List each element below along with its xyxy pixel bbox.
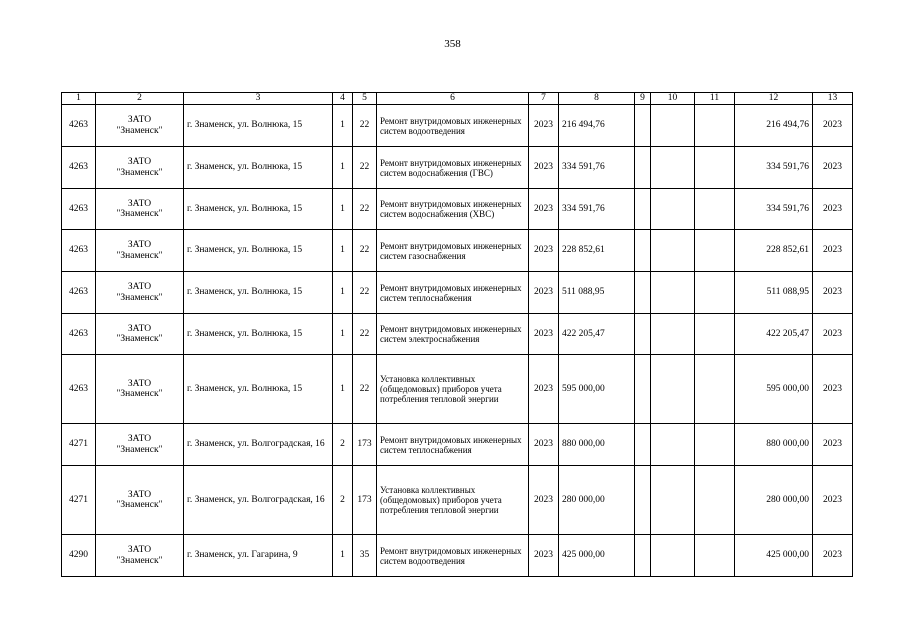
cost-cell: 280 000,00 [559,466,635,535]
table-row [62,189,853,230]
work-type-cell: Ремонт внутридомовых инженерных систем электроснабжения [377,314,529,355]
record-id-cell: 4263 [62,147,96,189]
col5-cell: 22 [353,105,377,147]
municipality-cell [96,272,184,314]
total-cell: 511 088,95 [735,272,813,314]
completion-year-cell: 2023 [813,105,853,147]
page-number: 358 [444,38,461,50]
total-cell: 334 591,76 [735,147,813,189]
table-row [62,272,853,314]
col10-cell [651,314,695,355]
municipality-line-2: "Знаменск" [116,250,163,261]
col9-cell [635,272,651,314]
address-cell: г. Знаменск, ул. Волнюка, 15 [184,272,333,314]
cost-cell: 880 000,00 [559,424,635,466]
col10-cell [651,355,695,424]
col4-cell: 1 [333,189,353,230]
municipality-line-1: ЗАТО [127,545,152,555]
col4-cell: 1 [333,230,353,272]
column-header: 10 [651,93,695,105]
municipality-line-2: "Знаменск" [116,209,163,219]
municipality-cell [96,230,184,272]
cost-cell: 334 591,76 [559,189,635,230]
completion-year-cell: 2023 [813,147,853,189]
col5-cell: 173 [353,424,377,466]
municipality-cell [96,105,184,147]
municipality-line-2: "Знаменск" [116,167,163,178]
col10-cell [651,466,695,535]
address-cell: г. Знаменск, ул. Волгоградская, 16 [184,466,333,535]
address-cell: г. Знаменск, ул. Волнюка, 15 [184,189,333,230]
col5-cell: 22 [353,314,377,355]
municipality-line-1: ЗАТО [127,489,152,500]
col5-cell: 22 [353,189,377,230]
year-cell: 2023 [529,314,559,355]
municipality-cell [96,189,184,230]
record-id-cell: 4263 [62,105,96,147]
table-row [62,147,853,189]
column-header: 6 [377,93,529,105]
work-type-cell: Ремонт внутридомовых инженерных систем водоотведения [377,535,529,577]
column-header: 5 [353,93,377,105]
col9-cell [635,314,651,355]
col5-cell: 22 [353,230,377,272]
completion-year-cell: 2023 [813,535,853,577]
col10-cell [651,147,695,189]
column-header: 11 [695,93,735,105]
completion-year-cell: 2023 [813,355,853,424]
municipality-line-1: ЗАТО [127,378,152,389]
address-cell: г. Знаменск, ул. Волнюка, 15 [184,147,333,189]
address-cell: г. Знаменск, ул. Гагарина, 9 [184,535,333,577]
col4-cell: 1 [333,314,353,355]
address-cell: г. Знаменск, ул. Волнюка, 15 [184,230,333,272]
col11-cell [695,147,735,189]
col9-cell [635,355,651,424]
municipality-line-1: ЗАТО [127,198,152,209]
col11-cell [695,105,735,147]
total-cell: 334 591,76 [735,189,813,230]
col10-cell [651,230,695,272]
record-id-cell: 4263 [62,355,96,424]
total-cell: 595 000,00 [735,355,813,424]
municipality-cell [96,466,184,535]
col10-cell [651,272,695,314]
work-type-cell: Ремонт внутридомовых инженерных систем газоснабжения [377,230,529,272]
column-header: 7 [529,93,559,105]
completion-year-cell: 2023 [813,230,853,272]
work-type-cell: Ремонт внутридомовых инженерных систем теплоснабжения [377,424,529,466]
year-cell: 2023 [529,147,559,189]
col5-cell: 22 [353,147,377,189]
year-cell: 2023 [529,424,559,466]
address-cell: г. Знаменск, ул. Волнюка, 15 [184,105,333,147]
municipality-cell [96,535,184,577]
cost-cell: 511 088,95 [559,272,635,314]
col10-cell [651,189,695,230]
table-row [62,535,853,577]
col11-cell [695,466,735,535]
total-cell: 425 000,00 [735,535,813,577]
col5-cell: 22 [353,355,377,424]
table-row [62,466,853,535]
column-header: 9 [635,93,651,105]
col10-cell [651,535,695,577]
column-header: 1 [62,93,96,105]
col11-cell [695,272,735,314]
cost-cell: 595 000,00 [559,355,635,424]
table-row [62,424,853,466]
completion-year-cell: 2023 [813,272,853,314]
table-row [62,105,853,147]
record-id-cell: 4263 [62,314,96,355]
total-cell: 228 852,61 [735,230,813,272]
col9-cell [635,535,651,577]
completion-year-cell: 2023 [813,189,853,230]
work-type-cell: Ремонт внутридомовых инженерных систем водоотведения [377,105,529,147]
col10-cell [651,105,695,147]
record-id-cell: 4263 [62,230,96,272]
municipality-line-1: ЗАТО [127,323,152,334]
work-type-cell: Установка коллективных (общедомовых) приборов учета потребления тепловой энергии [377,466,529,535]
municipality-line-2: "Знаменск" [116,292,163,303]
work-type-cell: Установка коллективных (общедомовых) приборов учета потребления тепловой энергии [377,355,529,424]
address-cell: г. Знаменск, ул. Волнюка, 15 [184,314,333,355]
total-cell: 880 000,00 [735,424,813,466]
total-cell: 216 494,76 [735,105,813,147]
cost-cell: 425 000,00 [559,535,635,577]
municipality-cell [96,355,184,424]
completion-year-cell: 2023 [813,314,853,355]
table-row [62,230,853,272]
column-header: 4 [333,93,353,105]
year-cell: 2023 [529,466,559,535]
municipality-line-2: "Знаменск" [116,125,163,136]
work-type-cell: Ремонт внутридомовых инженерных систем теплоснабжения [377,272,529,314]
cost-cell: 334 591,76 [559,147,635,189]
column-header: 12 [735,93,813,105]
col9-cell [635,105,651,147]
col11-cell [695,189,735,230]
column-header: 8 [559,93,635,105]
municipality-line-2: "Знаменск" [116,444,163,455]
col5-cell: 35 [353,535,377,577]
col11-cell [695,535,735,577]
municipality-line-2: "Знаменск" [116,555,163,566]
col11-cell [695,230,735,272]
col4-cell: 1 [333,272,353,314]
completion-year-cell: 2023 [813,424,853,466]
year-cell: 2023 [529,272,559,314]
record-id-cell: 4271 [62,466,96,535]
cost-cell: 422 205,47 [559,314,635,355]
municipality-cell [96,424,184,466]
address-cell: г. Знаменск, ул. Волгоградская, 16 [184,424,333,466]
col9-cell [635,424,651,466]
col11-cell [695,355,735,424]
col4-cell: 2 [333,424,353,466]
municipality-line-2: "Знаменск" [116,389,163,399]
col4-cell: 1 [333,147,353,189]
work-type-cell: Ремонт внутридомовых инженерных систем водоснабжения (ГВС) [377,147,529,189]
completion-year-cell: 2023 [813,466,853,535]
col5-cell: 22 [353,272,377,314]
col4-cell: 2 [333,466,353,535]
record-id-cell: 4263 [62,272,96,314]
col4-cell: 1 [333,355,353,424]
column-number-row [62,93,853,105]
col9-cell [635,189,651,230]
municipality-cell [96,147,184,189]
col10-cell [651,424,695,466]
municipality-line-1: ЗАТО [127,434,152,444]
col11-cell [695,314,735,355]
year-cell: 2023 [529,230,559,272]
col9-cell [635,466,651,535]
year-cell: 2023 [529,535,559,577]
column-header: 2 [96,93,184,105]
col4-cell: 1 [333,105,353,147]
work-type-cell: Ремонт внутридомовых инженерных систем водоснабжения (ХВС) [377,189,529,230]
table-row [62,314,853,355]
municipality-line-2: "Знаменск" [116,500,163,510]
table-body [62,105,853,577]
col9-cell [635,147,651,189]
municipality-line-2: "Знаменск" [116,334,163,344]
municipality-cell [96,314,184,355]
year-cell: 2023 [529,189,559,230]
total-cell: 422 205,47 [735,314,813,355]
col11-cell [695,424,735,466]
record-id-cell: 4290 [62,535,96,577]
col4-cell: 1 [333,535,353,577]
col5-cell: 173 [353,466,377,535]
col9-cell [635,230,651,272]
address-cell: г. Знаменск, ул. Волнюка, 15 [184,355,333,424]
municipality-line-1: ЗАТО [127,240,152,250]
record-id-cell: 4271 [62,424,96,466]
column-header: 13 [813,93,853,105]
year-cell: 2023 [529,105,559,147]
total-cell: 280 000,00 [735,466,813,535]
table-row [62,355,853,424]
capital-repair-table [61,92,853,577]
cost-cell: 216 494,76 [559,105,635,147]
municipality-line-1: ЗАТО [127,115,152,125]
record-id-cell: 4263 [62,189,96,230]
cost-cell: 228 852,61 [559,230,635,272]
column-header: 3 [184,93,333,105]
municipality-line-1: ЗАТО [127,282,152,292]
year-cell: 2023 [529,355,559,424]
municipality-line-1: ЗАТО [127,157,152,167]
